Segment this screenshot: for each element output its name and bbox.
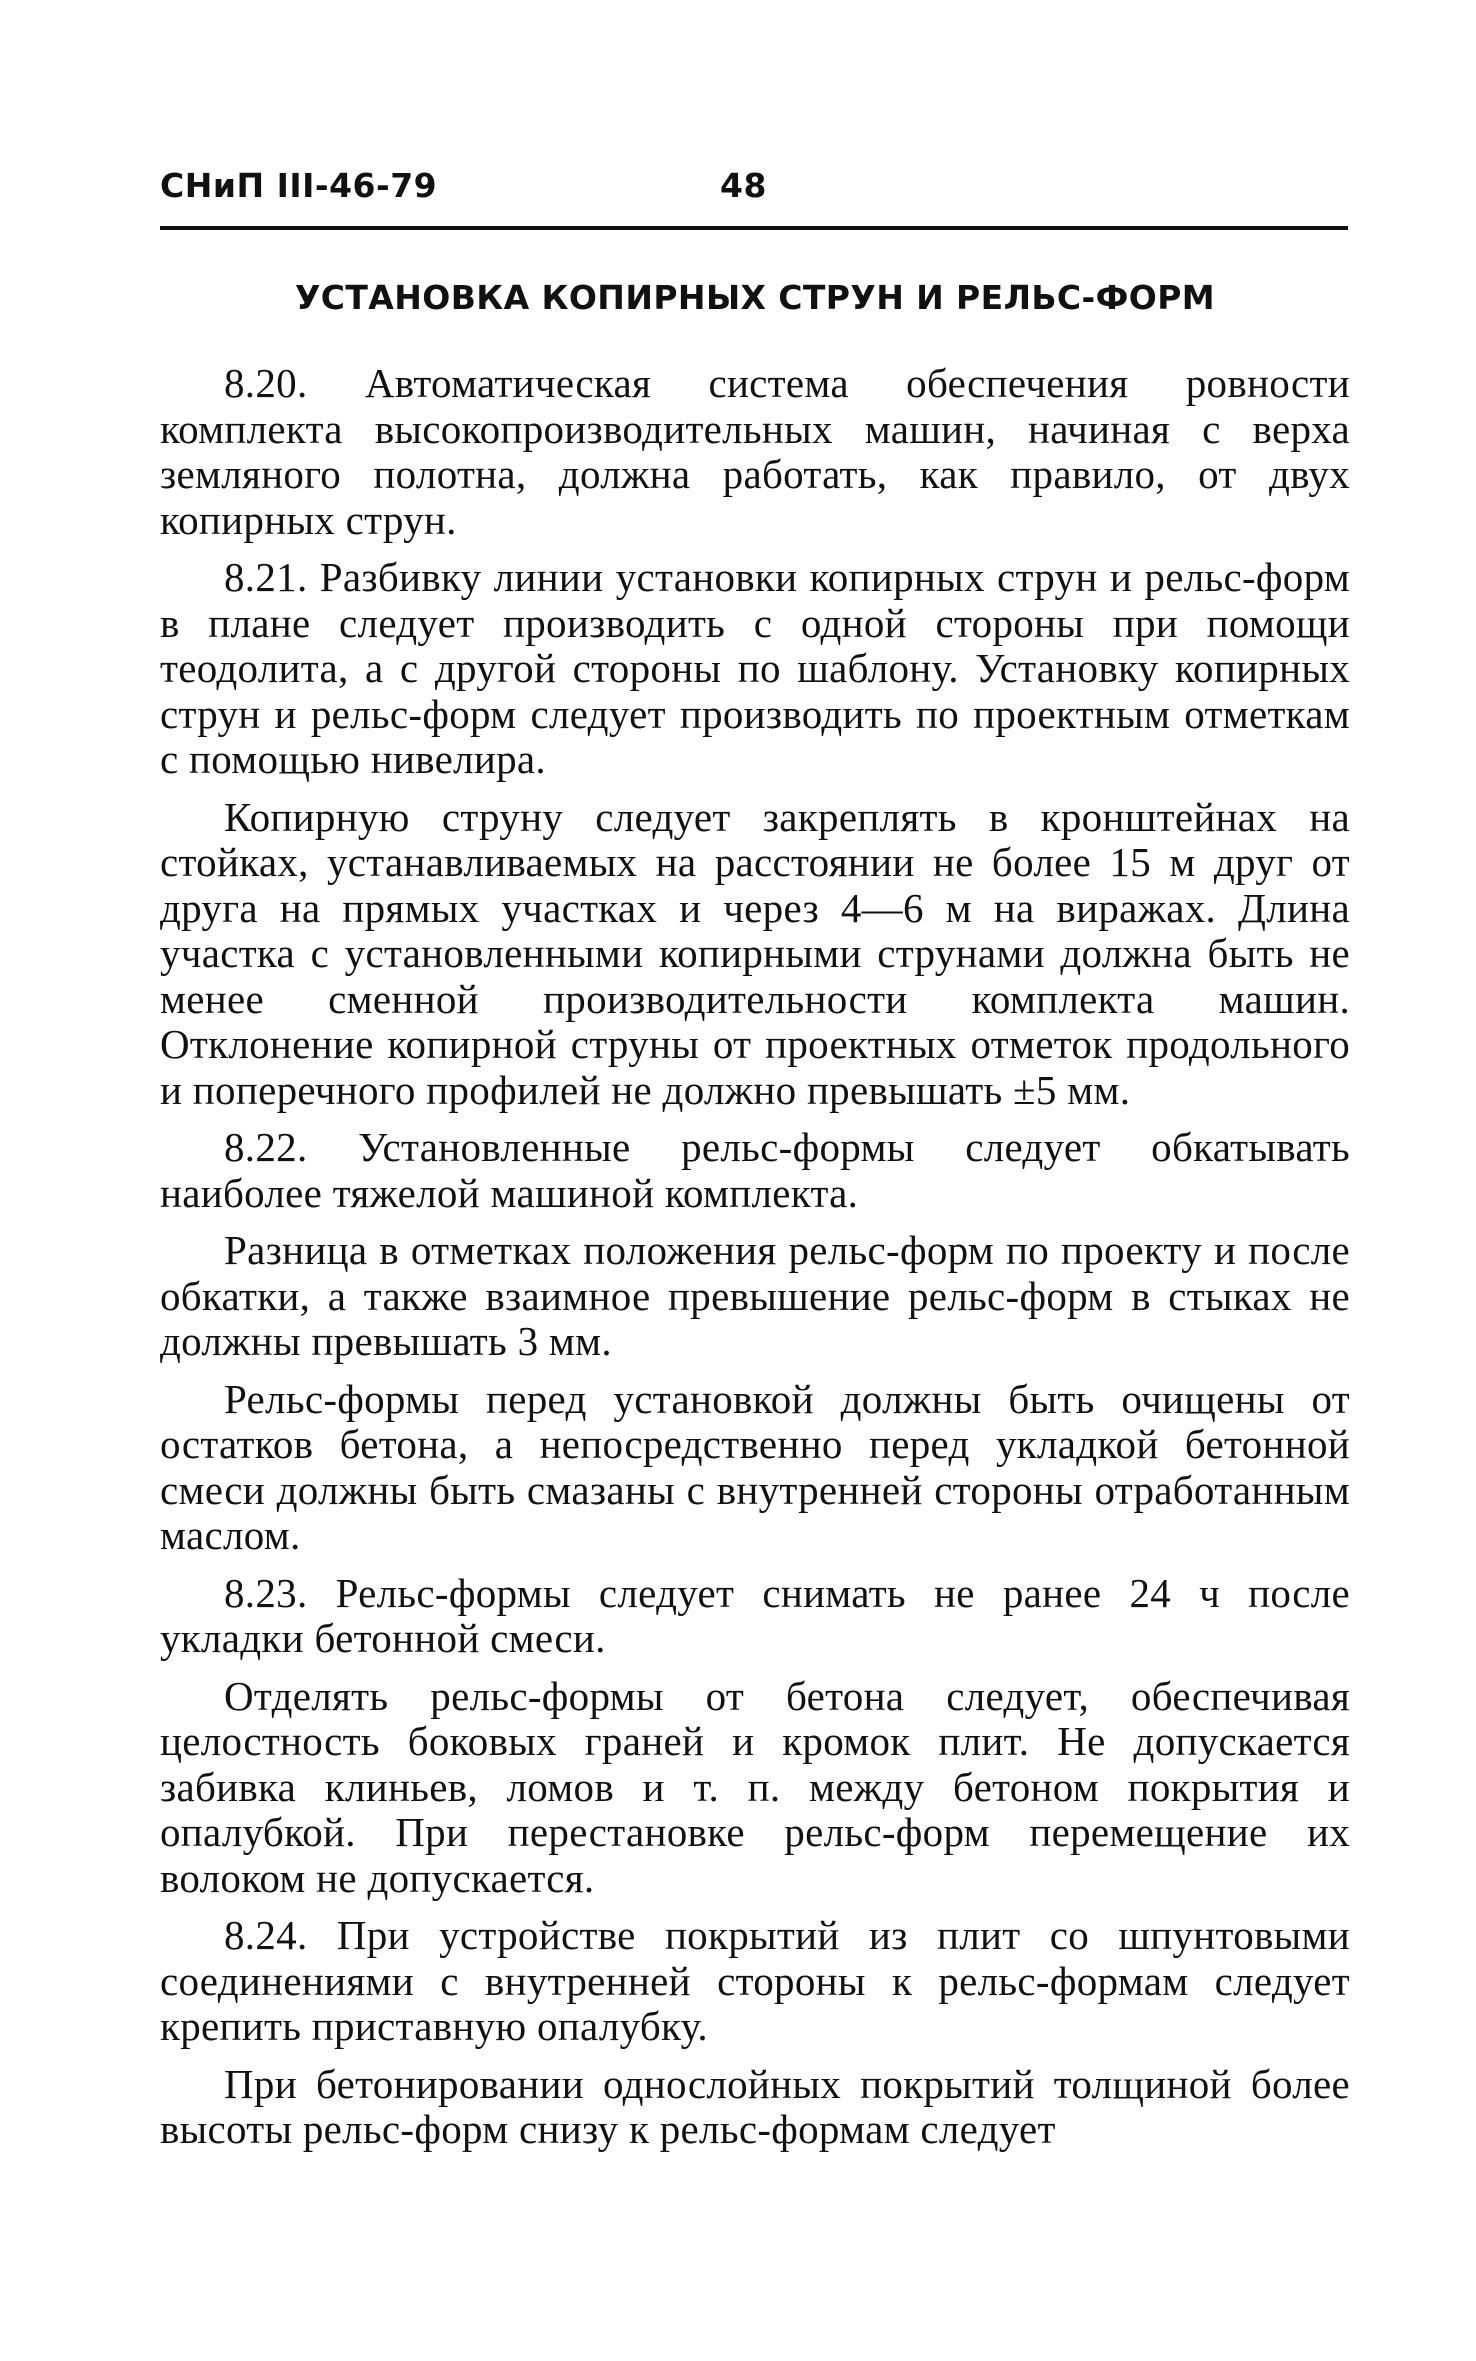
header-rule (160, 226, 1348, 230)
page-number: 48 (720, 166, 767, 205)
paragraph-8-21: 8.21. Разбивку линии установки копирных струн и рельс-форм в плане следует производить с одной стороны при помощи теодолита, а с другой стороны по шаблону. Установку копирных струн и рельс-форм следует производить по проектным отметкам с помощью нивелира. (160, 554, 1350, 782)
document-code: СНиП III-46-79 (160, 166, 438, 205)
paragraph-string-mounting: Копирную струну следует закреплять в кронштейнах на стойках, устанавливаемых на расстоянии не более 15 м друг от друга на прямых участках и через 4—6 м на виражах. Длина участка с установленными копирными струнами должна быть не менее сменной производительности комплекта машин. Отклонение копирной струны от проектных отметок продольного и поперечного профилей не должно превышать ±5 мм. (160, 793, 1350, 1113)
paragraph-8-24: 8.24. При устройстве покрытий из плит со шпунтовыми соединениями с внутренней стороны к рельс-формам следует крепить приставную опалубку. (160, 1912, 1350, 2049)
paragraph-single-layer: При бетонировании однослойных покрытий толщиной более высоты рельс-форм снизу к рельс-формам следует (160, 2060, 1350, 2152)
running-header (160, 166, 1350, 216)
document-page (160, 166, 1350, 2165)
paragraph-8-20: 8.20. Автоматическая система обеспечения ровности комплекта высокопроизводительных машин, начиная с верха земляного полотна, должна работать, как правило, от двух копирных струн. (160, 360, 1350, 543)
paragraph-form-removal: Отделять рельс-формы от бетона следует, обеспечивая целостность боковых граней и кромок плит. Не допускается забивка клиньев, ломов и т. п. между бетоном покрытия и опалубкой. При перестановке рельс-форм перемещение их волоком не допускается. (160, 1672, 1350, 1901)
paragraph-form-cleaning: Рельс-формы перед установкой должны быть очищены от остатков бетона, а непосредственно перед укладкой бетонной смеси должны быть смазаны с внутренней стороны отработанным маслом. (160, 1375, 1350, 1558)
paragraph-elevation-difference: Разница в отметках положения рельс-форм по проекту и после обкатки, а также взаимное превышение рельс-форм в стыках не должны превышать 3 мм. (160, 1227, 1350, 1364)
section-title: УСТАНОВКА КОПИРНЫХ СТРУН И РЕЛЬС-ФОРМ (294, 278, 1216, 317)
paragraph-8-22: 8.22. Установленные рельс-формы следует обкатывать наиболее тяжелой машиной комплекта. (160, 1124, 1350, 1216)
paragraph-8-23: 8.23. Рельс-формы следует снимать не ранее 24 ч после укладки бетонной смеси. (160, 1569, 1350, 1661)
